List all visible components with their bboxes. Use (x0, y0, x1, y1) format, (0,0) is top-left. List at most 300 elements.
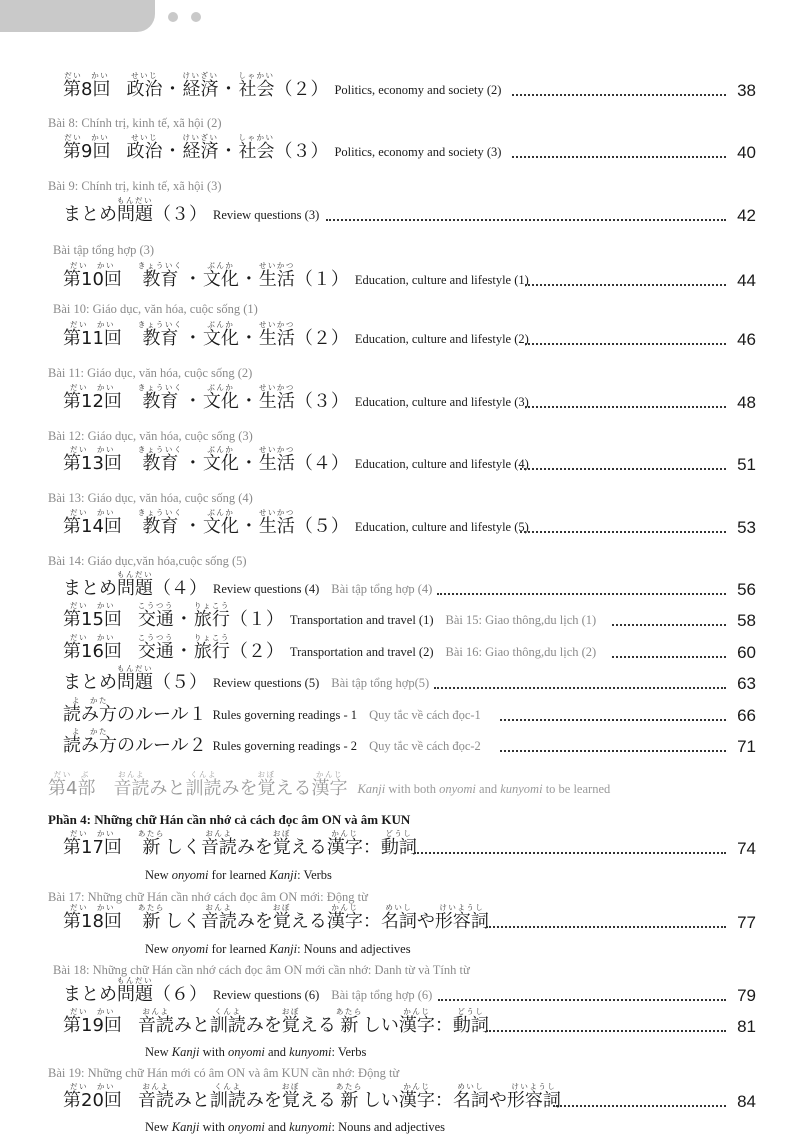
ruby-annotation: だい かい (69, 508, 115, 517)
title-segment (165, 903, 201, 932)
vietnamese-title: Bài tập tổng hợp (6) (331, 988, 433, 1002)
english-title: Transportation and travel (1) (289, 613, 434, 627)
ruby-annotation: かんじ (331, 903, 359, 912)
title-segment (327, 903, 363, 932)
title-segment (210, 1082, 246, 1111)
ruby-annotation: おんよ (117, 770, 145, 779)
topic-term (203, 383, 239, 412)
leader-dots (326, 219, 726, 221)
vietnamese-title: Quy tắc về cách đọc-1 (369, 708, 481, 722)
ruby-base (95, 779, 113, 799)
page-number[interactable]: 66 (737, 706, 756, 725)
ruby-annotation: あたら (137, 829, 165, 838)
vn-line: Bài 13: Giáo dục, văn hóa, cuộc sống (4) (48, 491, 253, 505)
ruby-annotation: おんよ (205, 829, 233, 838)
ruby-annotation: どうし (457, 1007, 485, 1016)
ruby-base: 問題 (117, 672, 153, 693)
english-title: Transportation and travel (2) (289, 645, 434, 659)
page-number[interactable]: 42 (737, 206, 756, 225)
ruby-base: 訓読 (209, 1090, 246, 1111)
part4-english: Kanji with both onyomi and kunyomi to be learned (357, 782, 611, 796)
title-segment (237, 903, 273, 932)
part-title-segment (149, 770, 185, 799)
ruby-base: 訓読 (209, 1015, 246, 1036)
page-number[interactable]: 84 (737, 1092, 756, 1111)
ruby-annotation: せいかつ (258, 383, 295, 392)
ruby-annotation: だい かい (69, 261, 115, 270)
page-number[interactable]: 63 (737, 674, 756, 693)
part-title-segment (113, 770, 149, 799)
ruby-base: 新 (142, 911, 161, 932)
ruby-annotation: だい かい (69, 1082, 115, 1091)
ruby-annotation: こうつう (137, 601, 174, 610)
title-segment (327, 829, 363, 858)
review-prefix: まとめ (63, 204, 117, 225)
review-number: （４） (153, 578, 207, 599)
ruby-base: しく (164, 837, 201, 858)
vn-line: Bài 9: Chính trị, kinh tế, xã hội (3) (48, 179, 222, 193)
ruby-annotation: もんだい (117, 196, 153, 205)
ruby-base: 形容詞 (506, 1090, 561, 1111)
separator: ・ (183, 391, 202, 412)
ruby-base: みと (173, 1015, 210, 1036)
ruby-annotation: けいようし (511, 1082, 557, 1091)
subtitle-english: New onyomi for learned Kanji: Nouns and adjectives (145, 942, 411, 956)
page-number[interactable]: 51 (737, 455, 756, 474)
ruby-base: ： (434, 1015, 453, 1036)
ruby-annotation: せいじ (130, 133, 158, 142)
vn-line: Bài 14: Giáo dục,văn hóa,cuộc sống (5) (48, 554, 247, 568)
toc-entry-title (63, 383, 529, 412)
ruby-base: 交通 (137, 641, 174, 662)
page-number[interactable]: 53 (737, 518, 756, 537)
toc-entry-title (63, 903, 489, 932)
header-tab (0, 0, 155, 32)
vn-line: Bài 10: Giáo dục, văn hóa, cuộc sống (1) (53, 302, 258, 316)
ruby-base: 漢字 (311, 778, 348, 799)
ruby-base: 音読 (200, 911, 237, 932)
vn-line: Bài 11: Giáo dục, văn hóa, cuộc sống (2) (48, 366, 253, 380)
review-term (117, 196, 153, 225)
ruby-base: 音読 (137, 1015, 174, 1036)
title-segment (165, 829, 201, 858)
part4-vietnamese: Phần 4: Những chữ Hán cần nhớ cả cách đọc âm ON và âm KUN (48, 812, 411, 827)
title-segment (201, 903, 237, 932)
toc-entry (0, 254, 800, 294)
ruby-annotation: おんよ (142, 1082, 170, 1091)
ruby-annotation: だい かい (69, 903, 115, 912)
english-title: Education, culture and lifestyle (4) (354, 457, 529, 471)
ruby-annotation: りょこう (193, 633, 230, 642)
ruby-base: 漢字 (326, 837, 363, 858)
page-number[interactable]: 81 (737, 1017, 756, 1036)
ruby-annotation: かんじ (403, 1007, 431, 1016)
ruby-base: 音読 (137, 1090, 174, 1111)
ruby-base: 読み方 (63, 735, 117, 756)
title-segment (282, 1082, 300, 1111)
ruby-base: 文化 (202, 453, 239, 474)
ruby-annotation: せいかつ (258, 320, 295, 329)
title-segment (381, 903, 417, 932)
review-prefix: まとめ (63, 578, 117, 599)
vn-line: Bài 12: Giáo dục, văn hóa, cuộc sống (3) (48, 429, 253, 443)
ruby-base: 覚 (272, 911, 291, 932)
ruby-base: 文化 (202, 516, 239, 537)
toc-entry-title (63, 445, 529, 474)
english-title: Review questions (3) (213, 208, 320, 222)
ruby-base: 覚 (281, 1015, 300, 1036)
ruby-base: や (416, 911, 435, 932)
ruby-annotation: きょういく (137, 320, 183, 329)
part-title-segment (95, 770, 113, 799)
english-title: Politics, economy and society (3) (334, 145, 502, 159)
ruby-base: みを (245, 1015, 282, 1036)
ruby-base: 名詞 (380, 911, 417, 932)
toc-entry-title (63, 133, 501, 162)
ruby-base: 文化 (202, 391, 239, 412)
ruby-annotation: もんだい (117, 976, 153, 985)
ruby-base: ： (434, 1090, 453, 1111)
topic-number: （３） (274, 141, 329, 162)
english-title: Review questions (4) (213, 582, 320, 596)
topic-number: （１） (294, 269, 349, 290)
ruby-base: しい (362, 1090, 399, 1111)
topic-term (259, 383, 295, 412)
ruby-base: 新 (340, 1015, 359, 1036)
ruby-annotation: だい かい (69, 633, 115, 642)
vn-line: Bài tập tổng hợp (3) (53, 243, 155, 257)
page-dot-icon (168, 12, 178, 22)
rule-rest: のルール１ (117, 704, 207, 725)
ruby-base: 教育 (142, 391, 179, 412)
lesson-number (63, 445, 122, 474)
ruby-annotation: おぼ (257, 770, 276, 779)
page-number[interactable]: 48 (737, 393, 756, 412)
toc-entry-title (63, 71, 501, 100)
ruby-base: 新 (142, 837, 161, 858)
ruby-base: 第19回 (63, 1015, 122, 1036)
ruby-base: みと (173, 1090, 210, 1111)
toc-entry (0, 189, 800, 229)
ruby-annotation: もんだい (117, 570, 153, 579)
ruby-base: 覚 (272, 837, 291, 858)
ruby-base: 読み方 (63, 704, 117, 725)
toc-entry (0, 1075, 800, 1115)
topic-number: （２） (229, 641, 284, 662)
topic-term (203, 320, 239, 349)
leader-dots (525, 406, 726, 408)
toc-entry (0, 376, 800, 416)
review-prefix: まとめ (63, 984, 117, 1005)
english-title: Education, culture and lifestyle (1) (354, 273, 529, 287)
lesson-number (63, 71, 110, 100)
part-title-segment (275, 770, 311, 799)
ruby-base: 政治 (126, 79, 163, 100)
ruby-annotation: あたら (137, 903, 165, 912)
ruby-base: 訓読 (185, 778, 222, 799)
ruby-annotation: だい かい (69, 601, 115, 610)
vn-line: Bài 18: Những chữ Hán cần nhớ cách đọc âm ON mới cần nhớ: Danh từ và Tính từ (53, 963, 470, 977)
topic-term (203, 508, 239, 537)
ruby-annotation: せいかつ (258, 508, 295, 517)
toc-entry-title (63, 1007, 489, 1036)
english-title: Review questions (5) (213, 676, 320, 690)
separator: ・ (163, 79, 182, 100)
ruby-annotation: だい かい (64, 133, 110, 142)
ruby-base: 社会 (238, 79, 275, 100)
topic-term (138, 445, 183, 474)
title-segment (300, 1082, 336, 1111)
ruby-base: える (290, 837, 327, 858)
ruby-annotation: きょういく (137, 383, 183, 392)
ruby-base: 漢字 (326, 911, 363, 932)
page-number[interactable]: 71 (737, 737, 756, 756)
title-segment (399, 1007, 435, 1036)
ruby-annotation: りょこう (193, 601, 230, 610)
title-segment (336, 1082, 363, 1111)
ruby-base: 教育 (142, 269, 179, 290)
ruby-annotation: くんよ (214, 1082, 242, 1091)
toc-entry-title (63, 829, 417, 858)
title-segment (363, 903, 381, 932)
ruby-base: 名詞 (452, 1090, 489, 1111)
page-number[interactable]: 74 (737, 839, 756, 858)
ruby-annotation: ぶんか (207, 445, 235, 454)
part-title-segment (257, 770, 275, 799)
separator: ・ (174, 641, 193, 662)
rule-rest: のルール２ (117, 735, 207, 756)
title-segment (435, 903, 489, 932)
page-number[interactable]: 60 (737, 643, 756, 662)
ruby-base: える (290, 911, 327, 932)
ruby-annotation: あたら (335, 1082, 363, 1091)
vn-line: Bài 19: Những chữ Hán mới có âm ON và âm KUN cần nhớ: Động từ (48, 1066, 400, 1080)
ruby-annotation: よ かた (72, 727, 108, 736)
review-number: （５） (153, 672, 207, 693)
topic-term (182, 133, 218, 162)
topic-term (259, 261, 295, 290)
ruby-annotation: おぼ (281, 1007, 300, 1016)
english-title: Review questions (6) (213, 988, 320, 1002)
ruby-annotation: ぶんか (207, 320, 235, 329)
ruby-annotation: かんじ (315, 770, 343, 779)
ruby-annotation: くんよ (214, 1007, 242, 1016)
separator: ・ (174, 609, 193, 630)
ruby-base: みを (221, 778, 258, 799)
title-segment (282, 1007, 300, 1036)
ruby-annotation: けいようし (439, 903, 485, 912)
ruby-base: 文化 (202, 269, 239, 290)
toc-entry (0, 720, 800, 760)
page-number[interactable]: 44 (737, 271, 756, 290)
toc-entry (0, 438, 800, 478)
ruby-base: 生活 (258, 453, 295, 474)
ruby-annotation: くんよ (189, 770, 217, 779)
ruby-base: 生活 (258, 391, 295, 412)
ruby-base: 生活 (258, 269, 295, 290)
ruby-annotation: めいし (385, 903, 413, 912)
toc-entry-title (63, 196, 319, 225)
ruby-base: 生活 (258, 328, 295, 349)
leader-dots (512, 156, 726, 158)
topic-number: （３） (294, 391, 349, 412)
vn-line: Bài 8: Chính trị, kinh tế, xã hội (2) (48, 116, 222, 130)
topic-term (138, 383, 183, 412)
ruby-annotation: だい かい (69, 829, 115, 838)
page-number[interactable]: 56 (737, 580, 756, 599)
toc-entry-title (63, 261, 529, 290)
title-segment (273, 829, 291, 858)
ruby-annotation: もんだい (117, 664, 153, 673)
leader-dots (512, 94, 726, 96)
ruby-base: 社会 (238, 141, 275, 162)
ruby-base: しく (164, 911, 201, 932)
ruby-base: 文化 (202, 328, 239, 349)
ruby-annotation: せいかつ (258, 261, 295, 270)
ruby-base: みを (236, 837, 273, 858)
ruby-annotation: せいじ (130, 71, 158, 80)
separator: ・ (239, 453, 258, 474)
ruby-base: 第20回 (63, 1090, 122, 1111)
ruby-annotation: きょういく (137, 508, 183, 517)
ruby-base: 第15回 (63, 609, 122, 630)
topic-term (203, 261, 239, 290)
rule-term (63, 727, 117, 756)
ruby-base: 第14回 (63, 516, 122, 537)
ruby-annotation: だい かい (64, 71, 110, 80)
title-segment (381, 829, 417, 858)
ruby-base: 第16回 (63, 641, 122, 662)
english-title: Education, culture and lifestyle (5) (354, 520, 529, 534)
ruby-base: 問題 (117, 984, 153, 1005)
separator: ・ (183, 328, 202, 349)
ruby-base: 覚 (257, 778, 276, 799)
ruby-annotation: きょういく (137, 445, 183, 454)
english-title: Education, culture and lifestyle (2) (354, 332, 529, 346)
title-segment (210, 1007, 246, 1036)
ruby-base: 経済 (182, 141, 219, 162)
ruby-base: しい (362, 1015, 399, 1036)
ruby-base: 音読 (113, 778, 150, 799)
review-prefix: まとめ (63, 672, 117, 693)
ruby-annotation: あたら (335, 1007, 363, 1016)
toc-entry-title (63, 508, 529, 537)
ruby-base: 教育 (142, 328, 179, 349)
topic-term (238, 71, 274, 100)
leader-dots (525, 284, 726, 286)
topic-term (138, 320, 183, 349)
vn-line: Bài 17: Những chữ Hán cần nhớ cách đọc âm ON mới: Động từ (48, 890, 368, 904)
ruby-base: 教育 (142, 516, 179, 537)
title-segment (399, 1082, 435, 1111)
ruby-annotation: だい かい (69, 383, 115, 392)
ruby-annotation: ぶんか (207, 508, 235, 517)
leader-dots (525, 343, 726, 345)
title-segment (363, 1082, 399, 1111)
ruby-base: 問題 (117, 578, 153, 599)
topic-number: （２） (294, 328, 349, 349)
ruby-annotation: おぼ (272, 829, 291, 838)
page-number[interactable]: 77 (737, 913, 756, 932)
title-segment (138, 1082, 174, 1111)
separator: ・ (239, 328, 258, 349)
separator: ・ (239, 391, 258, 412)
leader-dots (500, 750, 726, 752)
toc-entry (0, 126, 800, 166)
ruby-base: 第9回 (63, 141, 111, 162)
ruby-base: みを (245, 1090, 282, 1111)
ruby-base: 交通 (137, 609, 174, 630)
page-number[interactable]: 58 (737, 611, 756, 630)
toc-entry (0, 822, 800, 862)
title-segment (237, 829, 273, 858)
ruby-base: 漢字 (398, 1090, 435, 1111)
ruby-base: 旅行 (193, 641, 230, 662)
ruby-base: える (275, 778, 312, 799)
page-number[interactable]: 79 (737, 986, 756, 1005)
ruby-annotation: ぶんか (207, 261, 235, 270)
ruby-base: みを (236, 911, 273, 932)
leader-dots (414, 852, 726, 854)
title-segment (417, 903, 435, 932)
title-segment (201, 829, 237, 858)
toc-entry (0, 64, 800, 104)
ruby-base: 生活 (258, 516, 295, 537)
topic-term (203, 445, 239, 474)
lesson-number (63, 1007, 122, 1036)
english-title: Rules governing readings - 2 (212, 739, 358, 753)
topic-term (138, 508, 183, 537)
part4-heading (48, 770, 610, 799)
title-segment (453, 1007, 489, 1036)
separator: ・ (183, 269, 202, 290)
lesson-number (63, 320, 122, 349)
ruby-base: 覚 (281, 1090, 300, 1111)
title-segment (138, 903, 165, 932)
lesson-number (63, 508, 122, 537)
title-segment (291, 903, 327, 932)
topic-term (126, 133, 162, 162)
ruby-base: 音読 (200, 837, 237, 858)
title-segment (138, 1007, 174, 1036)
separator: ・ (239, 269, 258, 290)
ruby-base: 問題 (117, 204, 153, 225)
topic-term (182, 71, 218, 100)
title-segment (453, 1082, 489, 1111)
title-segment (435, 1007, 453, 1036)
ruby-base: 第8回 (63, 79, 111, 100)
part-title-segment (311, 770, 347, 799)
english-title: Politics, economy and society (2) (334, 83, 502, 97)
ruby-annotation: おぼ (281, 1082, 300, 1091)
page-number[interactable]: 40 (737, 143, 756, 162)
lesson-number (63, 903, 122, 932)
vietnamese-title: Bài tập tổng hợp (4) (331, 582, 433, 596)
page-number[interactable]: 46 (737, 330, 756, 349)
separator: ・ (183, 516, 202, 537)
page-number[interactable]: 38 (737, 81, 756, 100)
review-number: （６） (153, 984, 207, 1005)
toc-entry (0, 1000, 800, 1040)
toc-entry-title (63, 727, 481, 756)
lesson-number (63, 133, 110, 162)
ruby-base: 第12回 (63, 391, 122, 412)
title-segment (174, 1007, 210, 1036)
lesson-number (63, 383, 122, 412)
topic-number: （２） (274, 79, 329, 100)
ruby-base: 旅行 (193, 609, 230, 630)
title-segment (138, 829, 165, 858)
